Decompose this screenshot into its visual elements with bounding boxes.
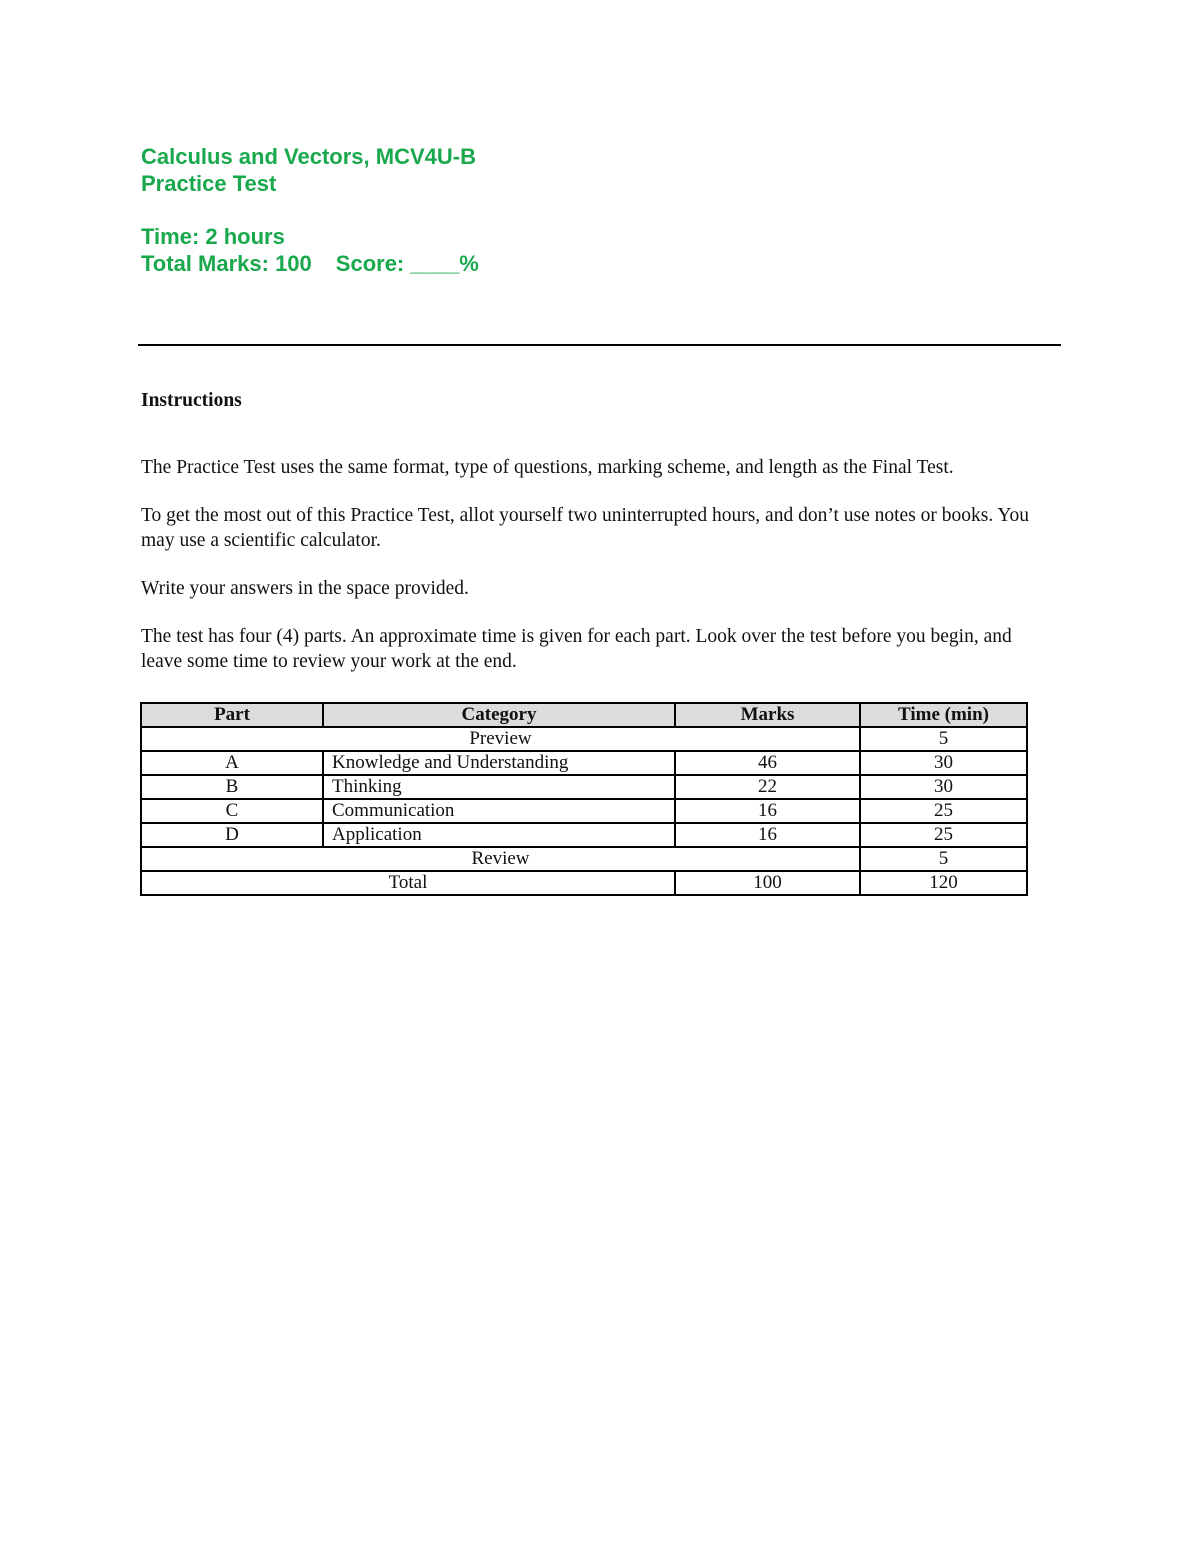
row-category: Knowledge and Understanding — [323, 751, 675, 775]
header-category: Category — [323, 703, 675, 727]
row-category: Communication — [323, 799, 675, 823]
marks-score-line — [141, 250, 479, 277]
table-row — [141, 751, 1027, 775]
score-field: Score: ____% — [335, 251, 479, 276]
review-label: Review — [141, 847, 860, 871]
row-marks: 46 — [675, 751, 860, 775]
row-marks: 22 — [675, 775, 860, 799]
test-name: Practice Test — [141, 171, 277, 196]
total-label: Total — [141, 871, 675, 895]
row-category: Thinking — [323, 775, 675, 799]
row-part: A — [141, 751, 323, 775]
row-time: 25 — [860, 823, 1027, 847]
preview-label: Preview — [141, 727, 860, 751]
table-row-review — [141, 847, 1027, 871]
horizontal-divider — [138, 344, 1061, 346]
row-marks: 16 — [675, 823, 860, 847]
table-row — [141, 823, 1027, 847]
table-row-total — [141, 871, 1027, 895]
header-time: Time (min) — [860, 703, 1027, 727]
row-part: C — [141, 799, 323, 823]
preview-time: 5 — [860, 727, 1027, 751]
instruction-paragraph: Write your answers in the space provided. — [141, 578, 469, 599]
total-marks: Total Marks: 100 — [141, 251, 312, 276]
table-row-preview — [141, 727, 1027, 751]
test-parts-table — [140, 702, 1028, 896]
time-allowed: Time: 2 hours — [141, 224, 285, 249]
row-marks: 16 — [675, 799, 860, 823]
instructions-heading: Instructions — [141, 390, 242, 411]
row-time: 25 — [860, 799, 1027, 823]
table-row — [141, 775, 1027, 799]
instructions-section — [141, 388, 1041, 697]
row-category: Application — [323, 823, 675, 847]
header-part: Part — [141, 703, 323, 727]
total-time-cell: 120 — [860, 871, 1027, 895]
row-time: 30 — [860, 751, 1027, 775]
row-part: B — [141, 775, 323, 799]
row-part: D — [141, 823, 323, 847]
row-time: 30 — [860, 775, 1027, 799]
header-marks: Marks — [675, 703, 860, 727]
header-spacer — [141, 197, 479, 223]
test-header — [141, 143, 479, 277]
table-header-row — [141, 703, 1027, 727]
instruction-paragraph: The test has four (4) parts. An approximate time is given for each part. Look over the test before you begin, and leave some time to review your work at the end. — [141, 626, 1012, 672]
total-marks-cell: 100 — [675, 871, 860, 895]
review-time: 5 — [860, 847, 1027, 871]
table-row — [141, 799, 1027, 823]
instruction-paragraph: The Practice Test uses the same format, type of questions, marking scheme, and length as the Final Test. — [141, 457, 954, 478]
instruction-paragraph: To get the most out of this Practice Test, allot yourself two uninterrupted hours, and don’t use notes or books. You may use a scientific calculator. — [141, 505, 1030, 551]
course-title: Calculus and Vectors, MCV4U-B — [141, 144, 476, 169]
